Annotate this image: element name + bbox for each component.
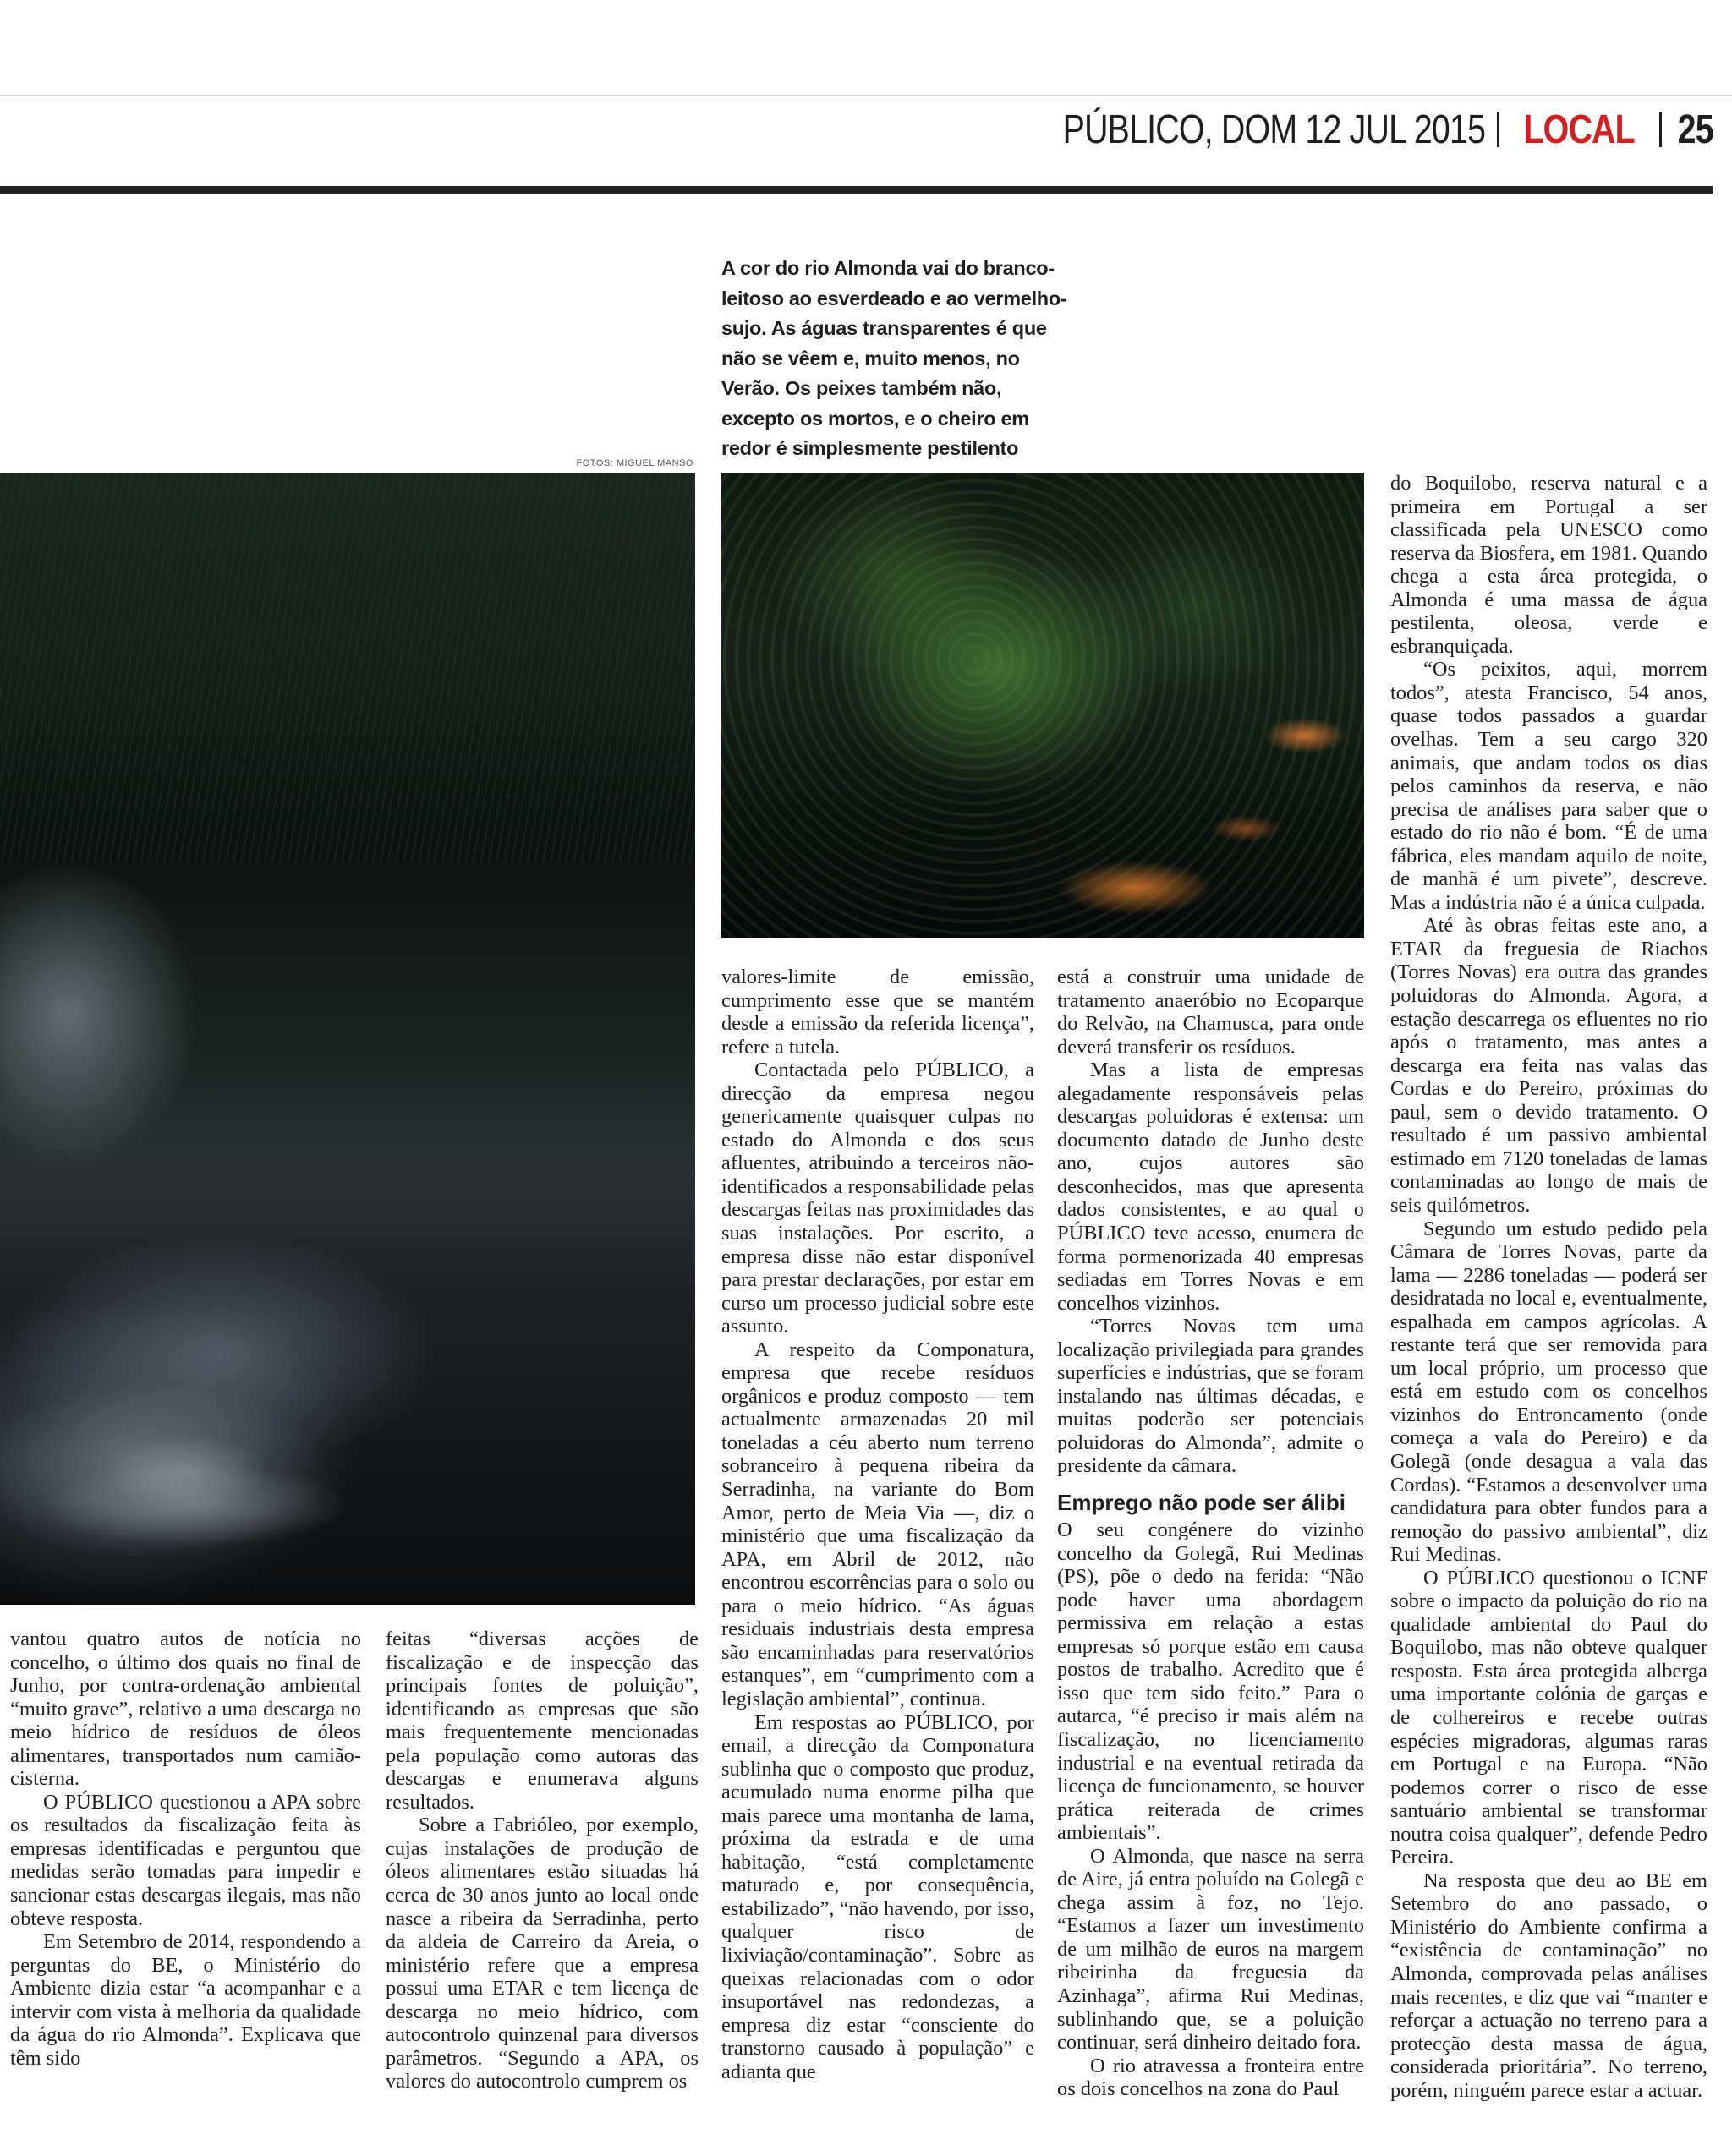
article-paragraph: feitas “diversas acções de fiscalização e de inspecção das principais fontes de poluição”, identificando as empresas que são mais frequentemente mencionadas pela população como autoras das descargas e enumerava alguns resultados. [386, 1628, 699, 1814]
subheading: Emprego não pode ser álibi [1057, 1490, 1346, 1516]
article-paragraph: A respeito da Componatura, empresa que recebe resíduos orgânicos e produz composto — tem actualmente armazenadas 20 mil toneladas a céu aberto num terreno sobranceiro à pequena ribeira da Serradinha, na variante do Bom Amor, perto de Meia Via —, diz o ministério que uma fiscalização da APA, em Abril de 2012, não encontrou escorrências para o solo ou para o meio hídrico. “As águas residuais industriais desta empresa são encaminhadas para reservatórios estanques”, em “cumprimento com a legislação ambiental”, continua. [721, 1338, 1034, 1710]
article-paragraph: Até às obras feitas este ano, a ETAR da freguesia de Riachos (Torres Novas) era outra das grandes poluidoras do Almonda. Agora, a estação descarrega os efluentes no rio após o tratamento, mas antes a descarga era feita nas valas das Cordas e do Pereiro, próximas do paul, sem o devido tratamento. O resultado é um passivo ambiental estimado em 7120 toneladas de lamas contaminadas ao longo de mais de seis quilómetros. [1390, 914, 1707, 1217]
article-column-4 [1057, 966, 1364, 2101]
article-paragraph: está a construir uma unidade de tratamento anaeróbio no Ecoparque do Relvão, na Chamusca, para onde deverá transferir os resíduos. [1057, 966, 1364, 1059]
article-paragraph: O rio atravessa a fronteira entre os dois concelhos na zona do Paul [1057, 2054, 1364, 2101]
article-paragraph: O seu congénere do vizinho concelho da Golegã, Rui Medinas (PS), põe o dedo na ferida: “Não pode haver uma abordagem permissiva em relação a estas empresas só porque estão em causa postos de trabalho. Acredito que é isso que tem sido feito.” Para o autarca, “é preciso ir mais além na fiscalização, no licenciamento industrial e na eventual retirada da licença de funcionamento, se houver prática reiterada de crimes ambientais”. [1057, 1519, 1364, 1845]
section-name: LOCAL [1523, 107, 1636, 152]
article-paragraph: O PÚBLICO questionou a APA sobre os resultados da fiscalização feita às empresas identificadas e perguntou que medidas serão tomadas para impedir e sancionar estas descargas ilegais, mas não obteve resposta. [10, 1790, 361, 1930]
article-paragraph: Na resposta que deu ao BE em Setembro do ano passado, o Ministério do Ambiente confirma a “existência de contaminação” no Almonda, comprovada pelas análises mais recentes, e diz que vai “manter e reforçar a actuação no terreno para a protecção desta massa de água, considerada prioritária”. No terreno, porém, ninguém parece estar a actuar. [1390, 1869, 1707, 2102]
header-separator [1659, 112, 1662, 147]
article-paragraph: Mas a lista de empresas alegadamente responsáveis pelas descargas poluidoras é extensa: um documento datado de Junho deste ano, cujos autores são desconhecidos, mas que apresenta dados consistentes, e ao qual o PÚBLICO teve acesso, enumera de forma pormenorizada 40 empresas sediadas em Torres Novas e em concelhos vizinhos. [1057, 1059, 1364, 1315]
article-paragraph: Sobre a Fabrióleo, por exemplo, cujas instalações de produção de óleos alimentares estão situadas há cerca de 30 anos junto ao local onde nasce a ribeira da Serradinha, perto da aldeia de Carreiro da Areia, o ministério refere que a empresa possui uma ETAR e tem licença de descarga no meio hídrico, com autocontrolo quinzenal para diversos parâmetros. “Segundo a APA, os valores do autocontrolo cumprem os [386, 1814, 699, 2093]
caption-text: A cor do rio Almonda vai do branco-leitoso ao esverdeado e ao vermelho-sujo. As águas transparentes é que não se vêem e, muito menos, no Verão. Os peixes também não, excepto os mortos, e o cheiro em redor é simplesmente pestilento [721, 257, 1067, 459]
article-paragraph: do Boquilobo, reserva natural e a primeira em Portugal a ser classificada pela UNESCO como reserva da Biosfera, em 1981. Quando chega a esta área protegida, o Almonda é uma massa de água pestilenta, oleosa, verde e esbranquiçada. [1390, 472, 1707, 658]
header-rule [0, 186, 1713, 194]
article-paragraph: “Os peixitos, aqui, morrem todos”, atesta Francisco, 54 anos, quase todos passados a guardar ovelhas. Tem a seu cargo 320 animais, que andam todos os dias pelos caminhos da reserva, e não precisa de análises para saber que o estado do rio não é bom. “É de uma fábrica, eles mandam aquilo de noite, de manhã é um pivete”, descreve. Mas a indústria não é a única culpada. [1390, 658, 1707, 914]
photo-caption [721, 254, 1068, 464]
article-column-5 [1390, 472, 1707, 2102]
river-photo-reflection [0, 473, 695, 1605]
article-column-1 [10, 1628, 361, 2070]
article-paragraph: Contactada pelo PÚBLICO, a direcção da empresa negou genericamente quaisquer culpas no estado do Almonda e dos seus afluentes, atribuindo a terceiros não-identificados a responsabilidade pelas descargas feitas nas proximidades das suas instalações. Por escrito, a empresa disse não estar disponível para prestar declarações, por estar em curso um processo judicial sobre este assunto. [721, 1059, 1034, 1338]
article-paragraph: vantou quatro autos de notícia no concelho, o último dos quais no final de Junho, por contra-ordenação ambiental “muito grave”, relativo a uma descarga no meio hídrico de resíduos de óleos alimentares, transportados num camião-cisterna. [10, 1628, 361, 1791]
article-paragraph: Em respostas ao PÚBLICO, por email, a direcção da Componatura sublinha que o composto que produz, acumulado numa enorme pilha que mais parece uma montanha de lama, próxima da estrada e de uma habitação, “está completamente maturado e, por consequência, estabilizado”, “não havendo, por isso, qualquer risco de lixiviação/contaminação”. Sobre as queixas relacionadas com o odor insuportável nas redondezas, a empresa diz estar “consciente do transtorno causado à população” e adianta que [721, 1710, 1034, 2083]
river-photo-vegetation [721, 473, 1364, 938]
vegetation-texture [721, 473, 1364, 938]
article-column-2 [386, 1628, 699, 2093]
article-paragraph: O Almonda, que nasce na serra de Aire, já entra poluído na Golegã e chega assim à foz, no Tejo. “Estamos a fazer um investimento de um milhão de euros na margem ribeirinha da freguesia da Azinhaga”, afirma Rui Medinas, sublinhando que, se a poluição continuar, será dinheiro deitado fora. [1057, 1844, 1364, 2055]
publication-date: PÚBLICO, DOM 12 JUL 2015 [1062, 107, 1486, 152]
page-header [970, 100, 1717, 159]
photo-credit: FOTOS: MIGUEL MANSO [576, 458, 693, 468]
water-reflection [0, 778, 254, 1251]
page-number: 25 [1677, 107, 1713, 152]
article-column-3 [721, 966, 1034, 2083]
top-rule [0, 95, 1732, 96]
article-paragraph: O PÚBLICO questionou o ICNF sobre o impacto da poluição do rio na qualidade ambiental do Paul do Boquilobo, mas não obteve qualquer resposta. Esta área protegida alberga uma importante colónia de garças e de colhereiros e recebe outras espécies migradoras, algumas raras em Portugal e na Europa. “Não podemos correr o risco de esse santuário ambiental se transformar noutra coisa qualquer”, defende Pedro Pereira. [1390, 1566, 1707, 1869]
article-paragraph: valores-limite de emissão, cumprimento esse que se mantém desde a emissão da referida licença”, refere a tutela. [721, 966, 1034, 1059]
article-paragraph: “Torres Novas tem uma localização privilegiada para grandes superfícies e indústrias, que se foram instalando nas últimas décadas, e muitas poderão ser potenciais poluidoras do Almonda”, admite o presidente da câmara. [1057, 1315, 1364, 1478]
header-separator [1497, 112, 1499, 147]
article-paragraph: Em Setembro de 2014, respondendo a perguntas do BE, o Ministério do Ambiente dizia estar “a acompanhar e a intervir com vista à melhoria da qualidade da água do rio Almonda”. Explicava que têm sido [10, 1930, 361, 2070]
article-paragraph: Segundo um estudo pedido pela Câmara de Torres Novas, parte da lama — 2286 toneladas — poderá ser desidratada no local e, eventualmente, espalhada em campos agrícolas. A restante terá que ser removida para um local próprio, um processo que está em estudo com os concelhos vizinhos do Entroncamento (onde começa a vala do Pereiro) e da Golegã (onde desagua a vala das Cordas). “Estamos a desenvolver uma candidatura para obter fundos para a remoção do passivo ambiental”, diz Rui Medinas. [1390, 1217, 1707, 1567]
